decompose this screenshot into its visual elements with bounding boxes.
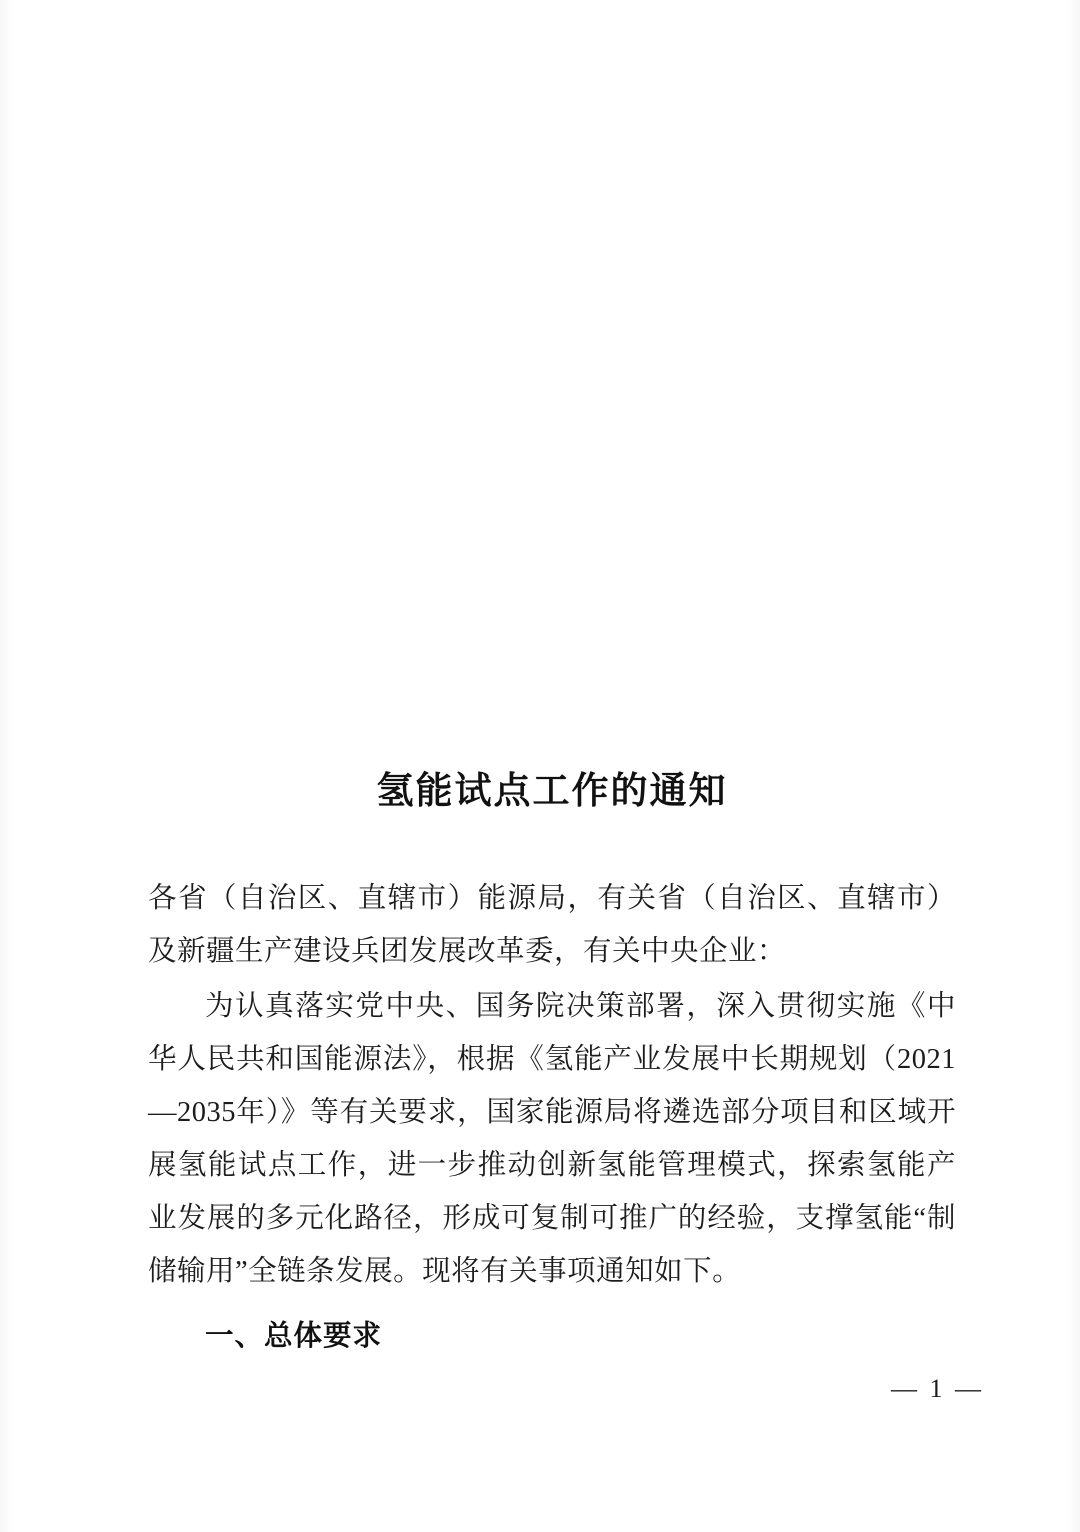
scan-edge-left (0, 0, 14, 1532)
document-body (148, 760, 956, 1363)
scan-edge-right (1066, 0, 1080, 1532)
section-heading-overall-requirements: 一、总体要求 (205, 1321, 383, 1352)
page-number: — 1 — (891, 1374, 984, 1403)
body-paragraph-1: 为认真落实党中央、国务院决策部署，深入贯彻实施《中华人民共和国能源法》，根据《氢能产业发展中长期规划（2021—2035年）》等有关要求，国家能源局将遴选部分项目和区域开展氢能试点工作，进一步推动创新氢能管理模式，探索氢能产业发展的多元化路径，形成可复制可推广的经验，支撑氢能“制储输用”全链条发展。现将有关事项通知如下。 (148, 991, 956, 1287)
document-title: 氢能试点工作的通知 (376, 771, 728, 812)
recipients-paragraph: 各省（自治区、直辖市）能源局，有关省（自治区、直辖市）及新疆生产建设兵团发展改革委，有关中央企业： (148, 883, 956, 967)
